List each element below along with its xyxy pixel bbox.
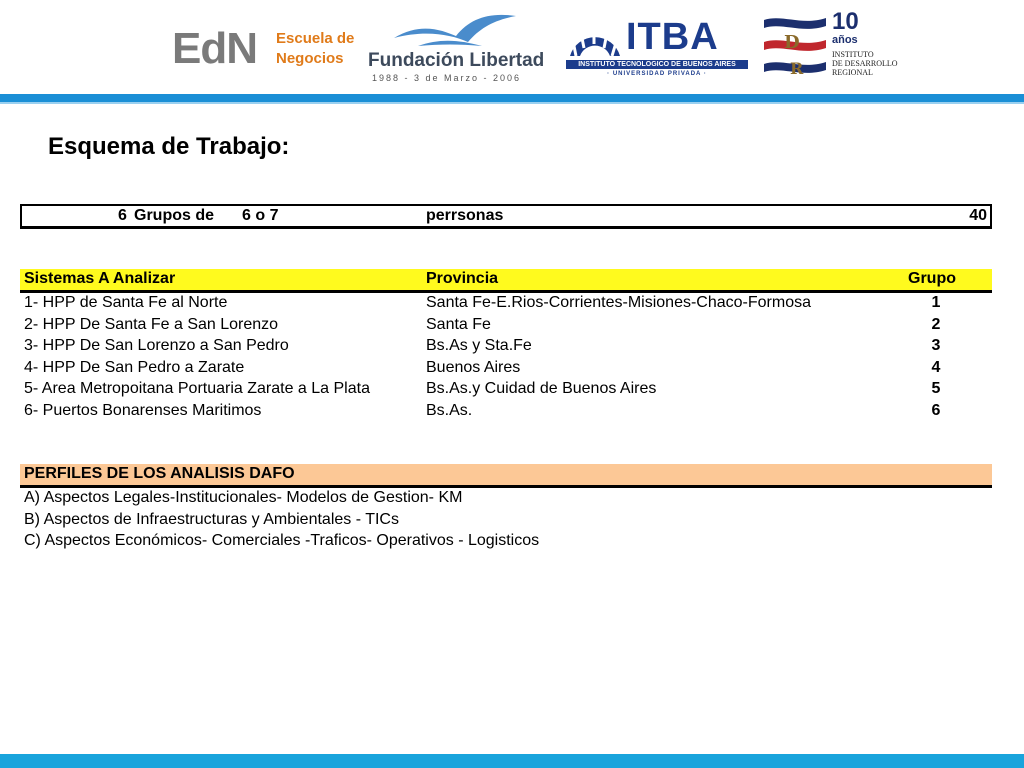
edn-logo-line1: Escuela de: [276, 30, 355, 47]
group-cell: 3: [931, 337, 941, 354]
system-cell: 5- Area Metropoitana Portuaria Zarate a La Plata: [24, 380, 370, 397]
edn-logo: [168, 8, 358, 86]
province-cell: Santa Fe: [426, 315, 491, 333]
idr-ten: 10: [832, 8, 859, 35]
idr-emblem-icon: [762, 12, 828, 82]
idr-institute-name: [832, 50, 898, 77]
idr-line2: DE DESARROLLO: [832, 59, 898, 68]
header-rule: [0, 94, 1024, 102]
province-cell: Santa Fe-E.Rios-Corrientes-Misiones-Chaco-Formosa: [426, 294, 812, 311]
summary-total: 40: [969, 207, 987, 224]
province-cell: Buenos Aires: [426, 358, 521, 376]
profiles-table-header: [20, 464, 992, 488]
table-row: [20, 315, 992, 337]
edn-logo-mark: EdN: [172, 24, 257, 73]
itba-line2: · UNIVERSIDAD PRIVADA ·: [607, 71, 707, 77]
footer-rule: [0, 754, 1024, 768]
group-cell: 4: [931, 358, 941, 376]
province-cell: Bs.As.: [426, 401, 473, 419]
summary-groups: 6: [118, 207, 127, 224]
system-cell: 1- HPP de Santa Fe al Norte: [24, 294, 228, 311]
summary-box: [20, 204, 992, 229]
fundacion-dates: 1988 - 3 de Marzo - 2006: [372, 73, 522, 83]
province-cell: Bs.As.y Cuidad de Buenos Aires: [426, 380, 657, 397]
list-item: [20, 531, 992, 553]
summary-size: 6 o 7: [242, 207, 279, 224]
itba-emblem-icon: [566, 18, 624, 58]
province-cell: Bs.As y Sta.Fe: [426, 337, 532, 354]
edn-logo-line2: Negocios: [276, 50, 344, 67]
system-cell: 3- HPP De San Lorenzo a San Pedro: [24, 337, 289, 354]
table-row: [20, 336, 992, 358]
fundacion-name: Fundación Libertad: [368, 50, 545, 71]
profile-text: C) Aspectos Económicos- Comerciales -Traficos- Operativos - Logisticos: [24, 532, 540, 549]
page-title: Esquema de Trabajo:: [48, 133, 290, 160]
header-systems: Sistemas A Analizar: [24, 270, 176, 287]
header-rule-thin: [0, 102, 1024, 104]
list-item: [20, 510, 992, 532]
idr-logo: [762, 8, 912, 86]
list-item: [20, 488, 992, 510]
group-cell: 2: [931, 315, 941, 333]
group-cell: 1: [931, 294, 941, 311]
profile-text: A) Aspectos Legales-Institucionales- Modelos de Gestion- KM: [24, 489, 463, 506]
idr-anos: años: [832, 34, 858, 46]
profiles-list: [20, 488, 992, 553]
system-cell: 4- HPP De San Pedro a Zarate: [24, 358, 245, 376]
logo-bar: [0, 0, 1024, 94]
idr-line1: INSTITUTO: [832, 50, 874, 59]
table-row: [20, 293, 992, 315]
profiles-header-label: PERFILES DE LOS ANALISIS DAFO: [24, 465, 295, 482]
bird-icon: [390, 8, 520, 50]
group-cell: 6: [931, 401, 941, 419]
table-row: [20, 401, 992, 423]
system-cell: 2- HPP De Santa Fe a San Lorenzo: [24, 315, 279, 333]
svg-text:D: D: [784, 32, 800, 53]
svg-text:R: R: [790, 59, 804, 78]
fundacion-libertad-logo: [366, 8, 548, 86]
table-row: [20, 358, 992, 380]
summary-people-label: perrsonas: [426, 207, 504, 224]
system-cell: 6- Puertos Bonarenses Maritimos: [24, 401, 262, 419]
itba-mark: ITBA: [626, 16, 719, 58]
systems-table: [20, 293, 992, 422]
idr-line3: REGIONAL: [832, 68, 873, 77]
itba-logo: [564, 8, 748, 86]
group-cell: 5: [931, 380, 941, 397]
summary-groups-label: Grupos de: [134, 207, 215, 224]
itba-line1: INSTITUTO TECNOLOGICO DE BUENOS AIRES: [566, 60, 748, 69]
header-province: Provincia: [426, 270, 499, 287]
header-group: Grupo: [908, 270, 956, 287]
profile-text: B) Aspectos de Infraestructuras y Ambientales - TICs: [24, 510, 399, 528]
table-row: [20, 379, 992, 401]
systems-table-header: [20, 269, 992, 293]
